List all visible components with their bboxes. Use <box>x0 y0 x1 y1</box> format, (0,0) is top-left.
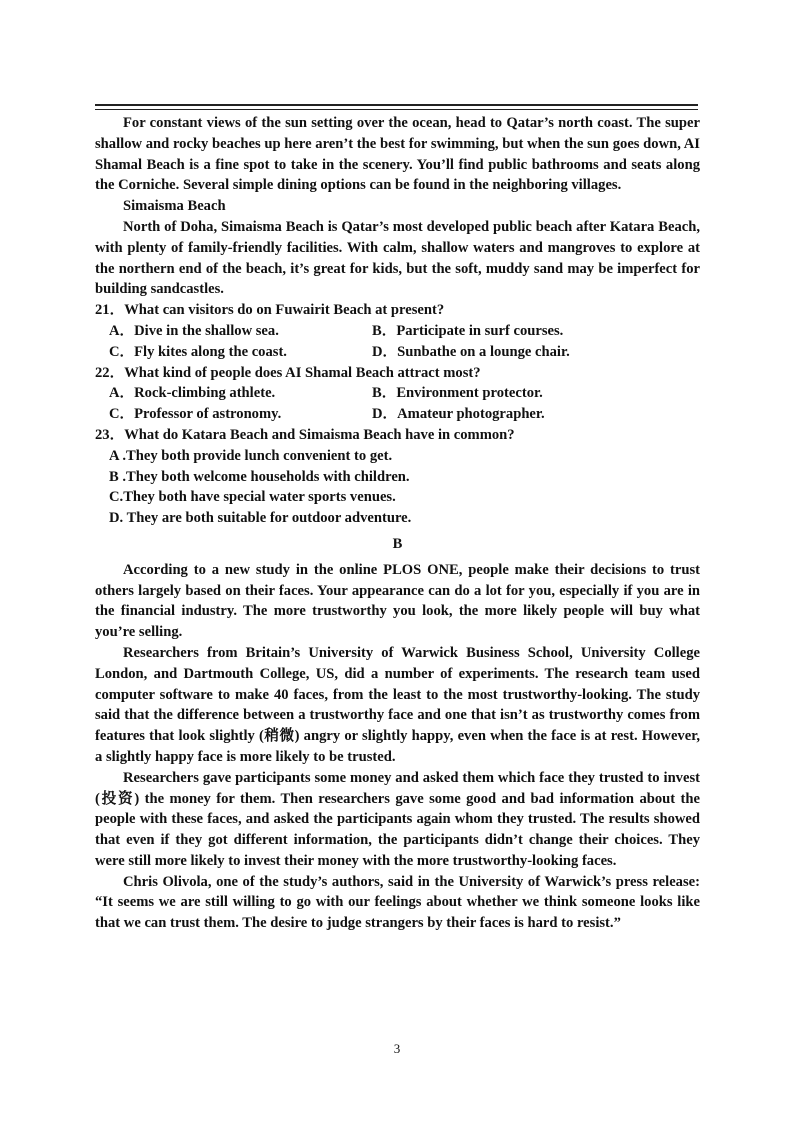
option-c: C．Professor of astronomy. <box>109 406 282 423</box>
option-c: C．Fly kites along the coast. <box>109 343 287 360</box>
paragraph-simaisma: North of Doha, Simaisma Beach is Qatar’s most developed public beach after Katara Beach, with plenty of family-friendly facilities. With calm, shallow waters and mangroves to explore at the northern end of the beach, it’s great for kids, but the soft, muddy sand may be imperfect for building sandcastles. <box>95 218 700 298</box>
page-content <box>95 113 700 934</box>
option-a: A .They both provide lunch convenient to get. <box>109 447 393 464</box>
options-row <box>95 321 700 342</box>
paragraph-b3: Researchers gave participants some money and asked them which face they trusted to invest (投资) the money for them. Then researchers gave some good and bad information about the people with these faces, and asked the participants again whom they trusted. The results showed that even if they got different information, the participants didn’t change their choices. They were still more likely to invest their money with the more trustworthy-looking faces. <box>95 769 700 869</box>
header-rule-thick <box>95 104 698 106</box>
option-b: B .They both welcome households with children. <box>109 468 410 485</box>
question-21 <box>95 300 700 362</box>
option-a: A．Rock-climbing athlete. <box>109 385 276 402</box>
paragraph-b4: Chris Olivola, one of the study’s authors, said in the University of Warwick’s press release: “It seems we are still willing to go with our feelings about whether we think someone looks like that we can trust them. The desire to judge strangers by their faces is hard to resist.” <box>95 873 700 932</box>
option-b: B．Participate in surf courses. <box>372 322 564 339</box>
paragraph-al-shamal: For constant views of the sun setting over the ocean, head to Qatar’s north coast. The super shallow and rocky beaches up here aren’t the best for swimming, but when the sun goes down, AI Shamal Beach is a fine spot to take in the scenery. You’ll find public bathrooms and seats along the Corniche. Several simple dining options can be found in the neighboring villages. <box>95 115 700 194</box>
option-b: B．Environment protector. <box>372 385 543 402</box>
section-heading-simaisma: Simaisma Beach <box>123 198 226 215</box>
options-row <box>95 342 700 363</box>
question-stem: 21．What can visitors do on Fuwairit Beach at present? <box>95 302 445 319</box>
paragraph-b2: Researchers from Britain’s University of Warwick Business School, University College London, and Dartmouth College, US, did a number of experiments. The research team used computer software to make 40 faces, from the least to the most trustworthy-looking. The study said that the difference between a trustworthy face and one that isn’t as trustworthy comes from features that look slightly (稍微) angry or slightly happy, even when the face is at rest. However, a slightly happy face is more likely to be trusted. <box>95 644 700 765</box>
question-23 <box>95 425 700 529</box>
paragraph-b1: According to a new study in the online PLOS ONE, people make their decisions to trust others largely based on their faces. Your appearance can do a lot for you, especially if you are in the financial industry. The more trustworthy you look, the more likely people will buy what you’re selling. <box>95 561 700 641</box>
page-number: 3 <box>393 1041 401 1056</box>
question-22 <box>95 363 700 425</box>
options-row <box>95 404 700 425</box>
section-label-b: B <box>392 535 403 552</box>
options-row <box>95 383 700 404</box>
option-d: D. They are both suitable for outdoor adventure. <box>109 510 412 527</box>
question-stem: 23．What do Katara Beach and Simaisma Beach have in common? <box>95 426 515 443</box>
option-d: D．Sunbathe on a lounge chair. <box>372 343 570 360</box>
question-stem: 22．What kind of people does AI Shamal Beach attract most? <box>95 364 481 381</box>
header-rule-thin <box>95 109 698 110</box>
option-d: D．Amateur photographer. <box>372 406 545 423</box>
option-c: C.They both have special water sports venues. <box>109 489 396 506</box>
option-a: A．Dive in the shallow sea. <box>109 322 279 339</box>
